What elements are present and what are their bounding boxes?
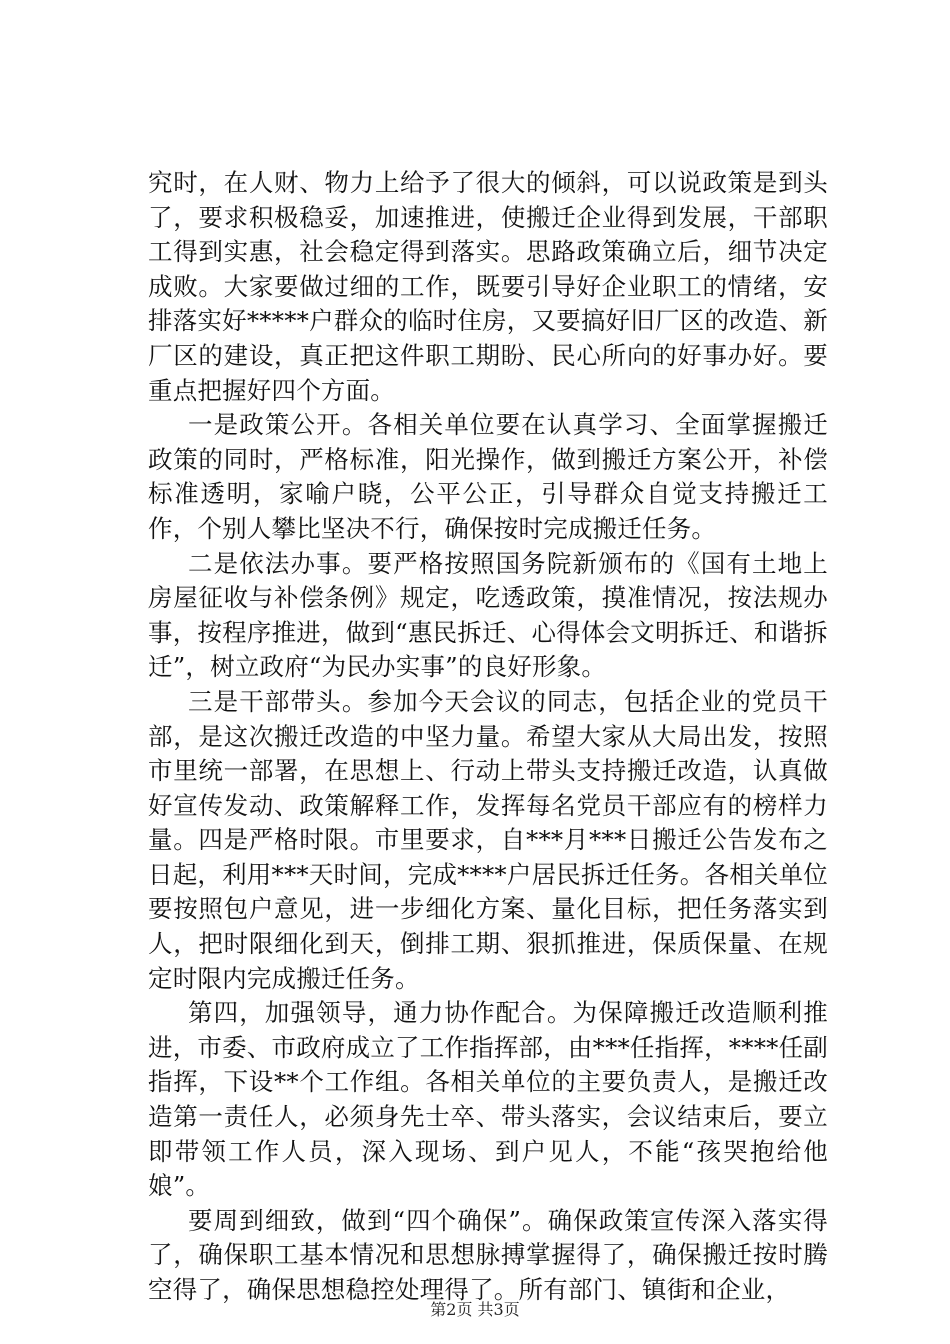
paragraph-lawful-conduct: 二是依法办事。要严格按照国务院新颁布的《国有土地上房屋征收与补偿条例》规定，吃透政策，摸准情况，按法规办事，按程序推进，做到“惠民拆迁、心得体会文明拆迁、和谐拆迁”，树立政府“为民办实事”的良好形象。 [148, 548, 828, 682]
paragraph-policy-openness: 一是政策公开。各相关单位要在认真学习、全面掌握搬迁政策的同时，严格标准，阳光操作，做到搬迁方案公开，补偿标准透明，家喻户晓，公平公正，引导群众自觉支持搬迁工作，个别人攀比坚决不行，确保按时完成搬迁任务。 [148, 410, 828, 543]
paragraph-continuation: 究时，在人财、物力上给予了很大的倾斜，可以说政策是到头了，要求积极稳妥，加速推进，使搬迁企业得到发展，干部职工得到实惠，社会稳定得到落实。思路政策确立后，细节决定成败。大家要做过细的工作，既要引导好企业职工的情绪，安排落实好*****户群众的临时住房，又要搞好旧厂区的改造、新厂区的建设，真正把这件职工期盼、民心所向的好事办好。要重点把握好四个方面。 [148, 168, 828, 405]
paragraph-strengthen-leadership: 第四，加强领导，通力协作配合。为保障搬迁改造顺利推进，市委、市政府成立了工作指挥部，由***任指挥，****任副指挥，下设**个工作组。各相关单位的主要负责人，是搬迁改造第一责任人，必须身先士卒、带头落实，会议结束后，要立即带领工作人员，深入现场、到户见人，不能“孩哭抱给他娘”。 [148, 998, 828, 1201]
page-number-footer: 第2页 共3页 [430, 1300, 520, 1319]
document-body [148, 166, 828, 1308]
paragraph-four-guarantees: 要周到细致，做到“四个确保”。确保政策宣传深入落实得了，确保职工基本情况和思想脉搏掌握得了，确保搬迁按时腾空得了，确保思想稳控处理得了。所有部门、镇街和企业， [148, 1205, 828, 1304]
paragraph-cadre-leadership: 三是干部带头。参加今天会议的同志，包括企业的党员干部，是这次搬迁改造的中坚力量。希望大家从大局出发，按照市里统一部署，在思想上、行动上带头支持搬迁改造，认真做好宣传发动、政策解释工作，发挥每名党员干部应有的榜样力量。四是严格时限。市里要求，自***月***日搬迁公告发布之日起，利用***天时间，完成****户居民拆迁任务。各相关单位要按照包户意见，进一步细化方案、量化目标，把任务落实到人，把时限细化到天，倒排工期、狠抓推进，保质保量、在规定时限内完成搬迁任务。 [148, 686, 828, 993]
